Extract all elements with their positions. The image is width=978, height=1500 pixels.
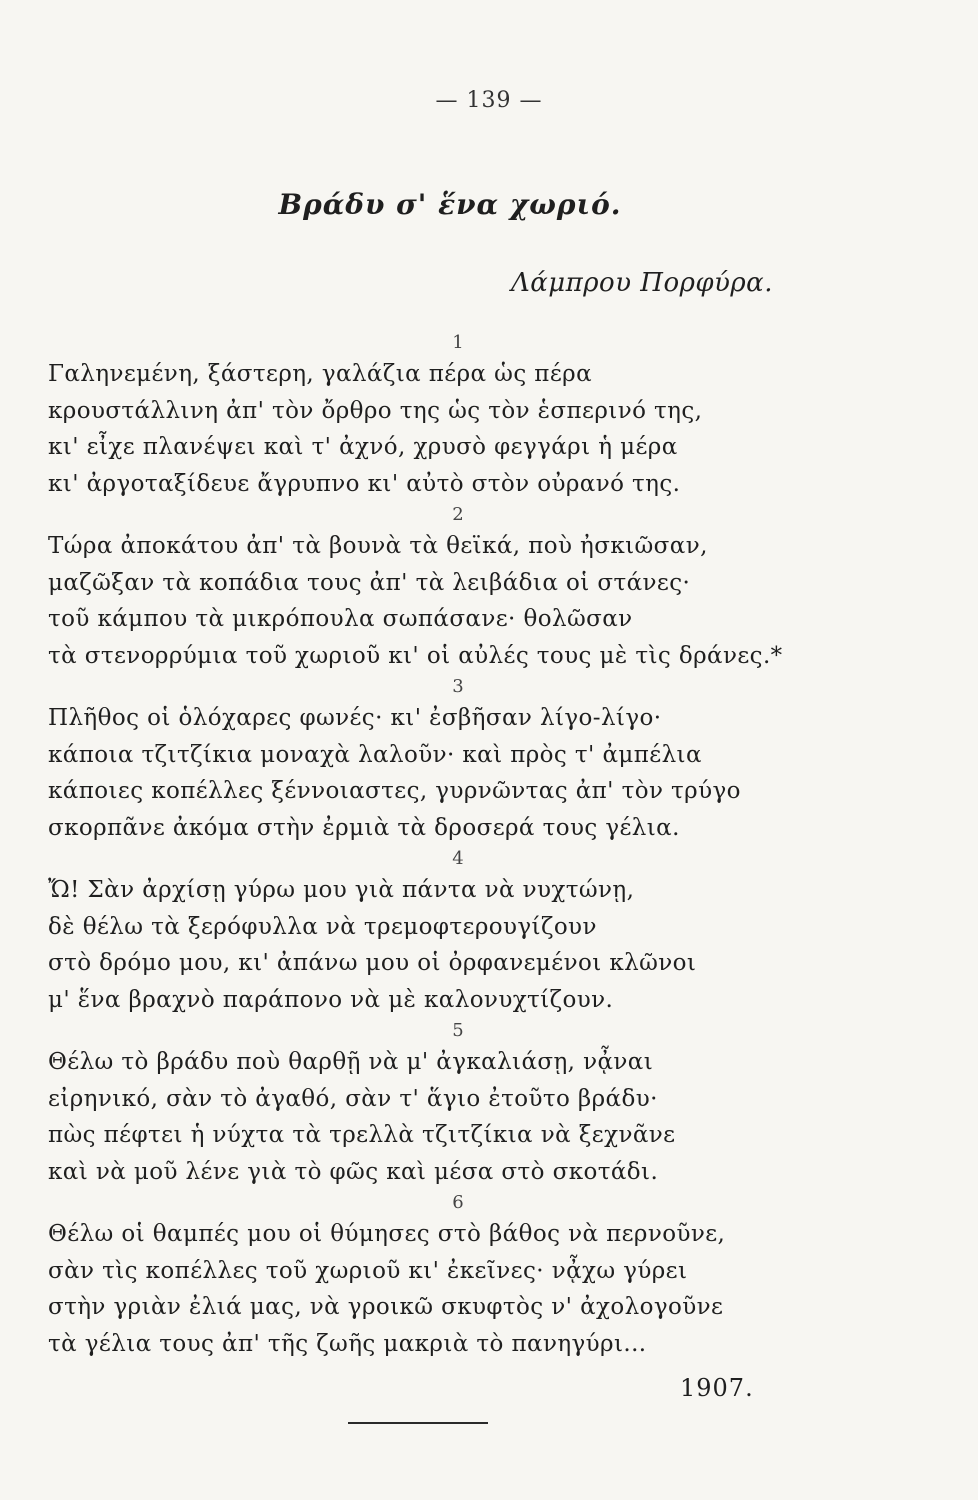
verse-line: Γαληνεμένη, ξάστερη, γαλάζια πέρα ὡς πέρα [48,361,592,387]
stanza-number: 2 [452,504,464,525]
poem-year: 1907. [680,1374,754,1402]
verse-line: μαζῶξαν τὰ κοπάδια τους ἀπ' τὰ λειβάδια οἱ στάνες· [48,569,691,596]
stanza [48,1018,788,1190]
end-rule-divider [348,1422,488,1424]
page-number: — 139 — [435,88,543,113]
verse-line: Πλῆθος οἱ ὁλόχαρες φωνές· κι' ἐσβῆσαν λίγο-λίγο· [48,705,662,731]
verse-line: τὰ στενορρύμια τοῦ χωριοῦ κι' οἱ αὐλές τους μὲ τὶς δράνες.* [48,642,783,669]
verse-line: κάποια τζιτζίκια μοναχὰ λαλοῦν· καὶ πρὸς τ' ἀμπέλια [48,741,702,768]
stanza-number: 5 [452,1020,464,1041]
verse-line: σὰν τὶς κοπέλλες τοῦ χωριοῦ κι' ἐκεῖνες· νᾆχω γύρει [48,1257,688,1284]
verse-line: στὴν γριὰν ἐλιά μας, νὰ γροικῶ σκυφτὸς ν' ἀχολογοῦνε [48,1294,724,1320]
verse-line: δὲ θέλω τὰ ξερόφυλλα νὰ τρεμοφτερουγίζουν [48,913,597,940]
verse-line: τοῦ κάμπου τὰ μικρόπουλα σωπάσανε· θολῶσαν [48,606,633,632]
stanza-number: 3 [452,676,464,697]
verse-line: κάποιες κοπέλλες ξέννοιαστες, γυρνῶντας ἀπ' τὸν τρύγο [48,778,741,804]
stanza [48,674,788,846]
verse-line: τὰ γέλια τους ἀπ' τῆς ζωῆς μακριὰ τὸ πανηγύρι... [48,1330,647,1357]
verse-line: σκορπᾶνε ἀκόμα στὴν ἐρμιὰ τὰ δροσερά τους γέλια. [48,814,680,841]
verse-line: στὸ δρόμο μου, κι' ἀπάνω μου οἱ ὀρφανεμένοι κλῶνοι [48,950,697,976]
stanza-number: 4 [452,848,464,869]
verse-line: Τώρα ἀποκάτου ἀπ' τὰ βουνὰ τὰ θεϊκά, ποὺ ἠσκιῶσαν, [48,533,708,559]
verse-line: Ὤ! Σὰν ἀρχίσῃ γύρω μου γιὰ πάντα νὰ νυχτώνῃ, [48,877,635,903]
stanza [48,330,788,502]
poem-body [48,330,788,1362]
verse-line: πὼς πέφτει ἡ νύχτα τὰ τρελλὰ τζιτζίκια νὰ ξεχνᾶνε [48,1122,676,1148]
author-name: Λάμπρου Πορφύρα. [510,268,773,298]
poem-title: Βράδυ σ' ἕνα χωριό. [278,188,622,221]
verse-line: εἰρηνικό, σὰν τὸ ἀγαθό, σὰν τ' ἅγιο ἐτοῦτο βράδυ· [48,1085,658,1112]
stanza [48,846,788,1018]
verse-line: κι' ἀργοταξίδευε ἄγρυπνο κι' αὐτὸ στὸν οὐρανό της. [48,470,681,497]
verse-line: κι' εἶχε πλανέψει καὶ τ' ἀχνό, χρυσὸ φεγγάρι ἡ μέρα [48,434,678,460]
stanza [48,502,788,674]
verse-line: μ' ἕνα βραχνὸ παράπονο νὰ μὲ καλονυχτίζουν. [48,986,614,1013]
verse-line: κρουστάλλινη ἀπ' τὸν ὄρθρο της ὡς τὸν ἑσπερινό της, [48,397,703,424]
stanza-number: 6 [452,1192,464,1213]
verse-line: καὶ νὰ μοῦ λένε γιὰ τὸ φῶς καὶ μέσα στὸ σκοτάδι. [48,1158,659,1185]
stanza [48,1190,788,1362]
stanza-number: 1 [452,332,464,353]
verse-line: Θέλω τὸ βράδυ ποὺ θαρθῇ νὰ μ' ἀγκαλιάσῃ, νᾆναι [48,1049,654,1075]
verse-line: Θέλω οἱ θαμπές μου οἱ θύμησες στὸ βάθος νὰ περνοῦνε, [48,1221,726,1247]
